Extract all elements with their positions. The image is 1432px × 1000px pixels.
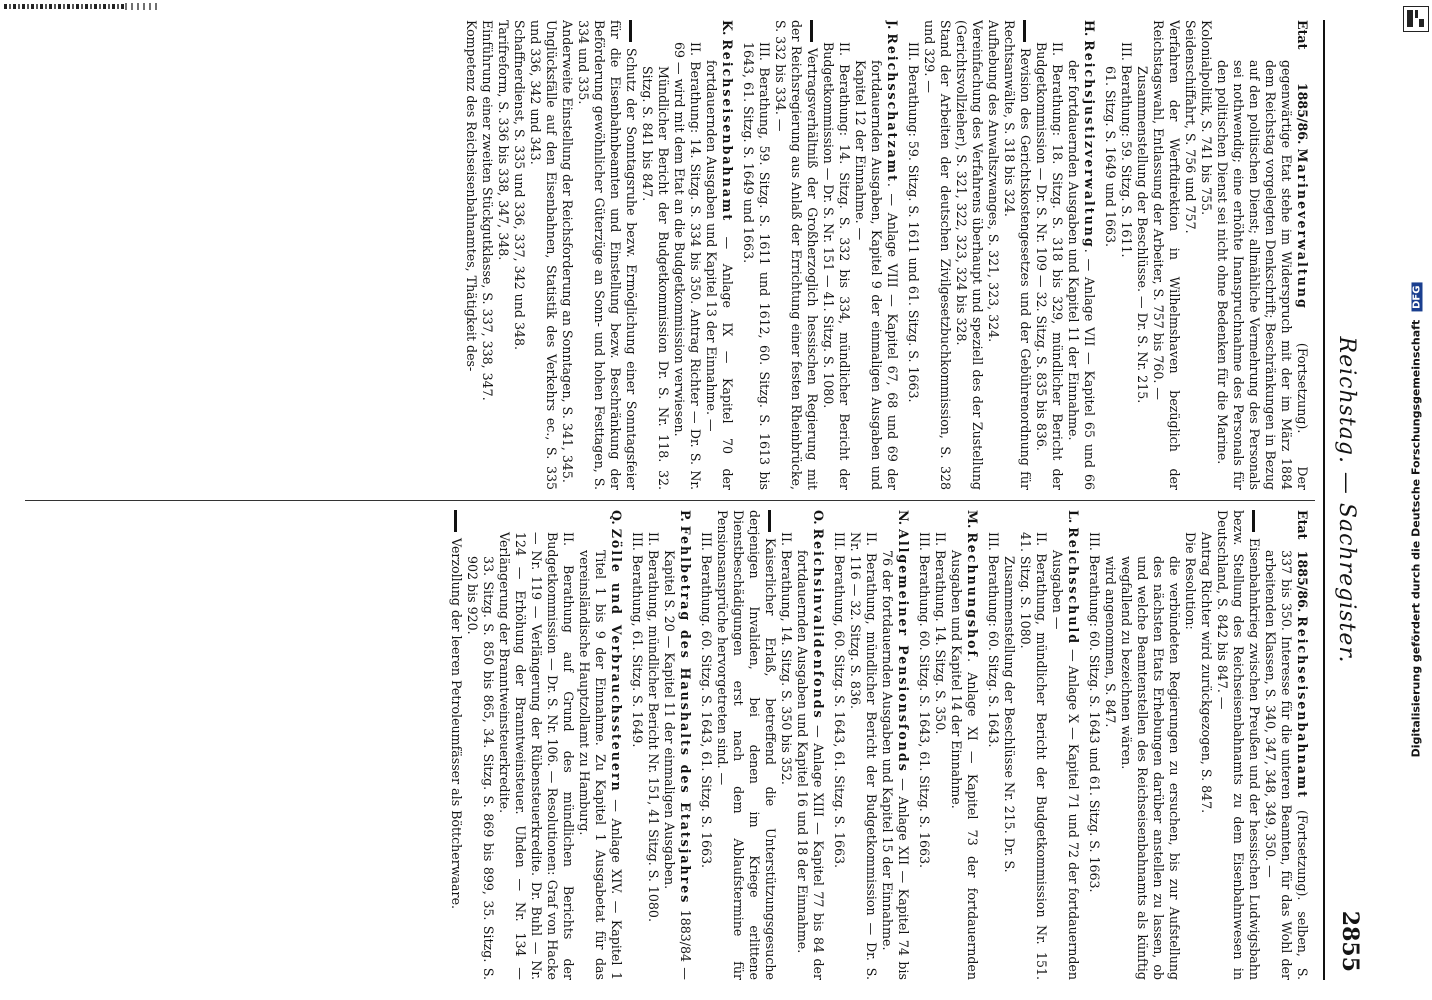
index-entry [1134,20,1150,490]
entry-section-label: Etat 1885/86. [1295,20,1310,145]
entry-section-label: K. [720,20,735,36]
entry-text: — Anlage X — Kapitel 71 und 72 der fortdauernden Ausgaben — [1050,550,1081,980]
index-entry [1198,20,1214,490]
entry-text: Antrag Richter wird zurückgezogen, S. 847. [1199,532,1214,814]
entry-text: Kolonialpolitik, S. 741 bis 755. [1199,20,1214,216]
index-entry [916,510,932,980]
book-page [17,20,1377,980]
entry-lead-term: Zölle und Verbrauchssteuern [609,528,624,793]
entry-text: (Fortsetzung). selben, S. 337 bis 350. Interesse für die unteren Beamten, für das Wohl der arbeitenden Klassen, S. 340, 347, 348, 349, 350. — [1263,550,1310,980]
index-entry [1086,510,1102,980]
entry-section-label: L. [1066,510,1081,524]
entry-lead-term: Reichseisenbahnamt [1295,616,1310,800]
left-column [25,20,1315,490]
index-entry [1118,20,1134,490]
entry-bar-mark [810,20,813,42]
index-entry [559,20,575,490]
entry-text: 61. Sitzg. S. 1649 und 1663. [1103,66,1118,248]
index-entry [1150,20,1182,490]
entry-text: Kaiserlicher Erlaß, betreffend die Unterstützungsgesuche derjenigen Invaliden, bei denen im Kriege erlittene Dienstbeschädigungen erst nach dem Ablaufstermine für Pensionsansprüche hervorgetreten sind. — [715,510,778,980]
index-entry [852,20,900,490]
entry-text: II. Berathung. 14. Sitzg. S. 350. [933,532,948,735]
index-entry [448,510,464,980]
entry-text: — Anlage IX — Kapitel 70 der fortdauernden Ausgaben und Kapitel 13 der Einnahme. — [704,60,735,490]
page-number: 2855 [1337,910,1363,972]
entry-bar-mark [768,510,771,532]
index-entry [772,20,820,490]
entry-bar-mark [1023,20,1026,42]
entry-text: Mündlicher Bericht der Budgetkommission Dr. S. Nr. 118. 32. Sitzg. S. 841 bis 847. [640,66,671,490]
index-entry [714,510,778,980]
entry-text: Zusammenstellung der Beschlüsse Nr. 215. Dr. S. [1002,556,1017,873]
entry-text: Tarifreform, S. 336 bis 338, 347, 348. [496,20,511,261]
index-entry [671,20,703,490]
index-entry [794,510,826,980]
page-title: Reichstag. — Sachregister. [1334,336,1359,664]
index-entry [1001,510,1017,980]
index-entry [948,510,980,980]
entry-text: III. Berathung: 60. Sitzg. S. 1643 und 61. Sitzg. S. 1663. [1087,532,1102,893]
dfg-logo-icon [1403,6,1429,32]
right-column [25,510,1315,980]
entry-text: II. Berathung, mündlicher Bericht der Budgetkommission — Dr. S. Nr. 116 — 32. Sitzg. S. 836. [848,532,879,980]
entry-text: die verbündeten Regierungen zu ersuchen, bis zur Aufstellung des nächsten Etats Erhebungen darüber anstellen zu lassen, ob und welche Beamtenstellen des Reichseisenbahnamts als künftig wegfallend zu bezeichnen wären. [1119,556,1182,980]
entry-text: II. Berathung, 14. Sitzg. S. 350 bis 352. [779,532,794,785]
index-entry [575,20,639,490]
index-entry [645,510,661,980]
index-entry [479,20,495,490]
entry-lead-term: Reichsjustizverwaltung [1082,40,1097,249]
entry-bar-mark [1252,510,1255,532]
index-entry [820,20,852,490]
entry-text: (Fortsetzung). Der gegenwärtige Etat stehe im Widerspruch mit der im März 1884 dem Reichstag vorgelegten Denkschrift; Beschränkungen in Bezug auf den politischen Dienst; allmähliche Vermehrung des Personals sei nothwendig; eine erhöhte Inanspruchnahme des Personals für den politischen Dienst sei nicht ohne Bedenken für die Marine. [1215,60,1310,490]
index-entry [921,20,953,490]
entry-bar-mark [454,510,457,532]
entry-text: II. Berathung: 14. Sitzg. S. 334 bis 350. Antrag Richter — Dr. S. Nr. 69 — wird mit dem Etat an die Budgetkommission verwiesen. [672,42,703,490]
entry-text: Einführung einer zweiten Stückgutklasse, S. 337, 338, 347. [480,20,495,401]
dfg-notice-text [1410,283,1423,758]
index-entry [932,510,948,980]
index-entry [985,20,1001,490]
dfg-notice [1400,0,1432,1000]
index-entry [985,510,1001,980]
index-entry [847,510,879,980]
entry-text: Unglücksfälle auf den Eisenbahnen, Statistik des Verkehrs ec., S. 335 und 336, 342 und 343. [528,20,559,490]
entry-text: III. Berathung, 61. Sitzg. S. 1649. [630,532,645,748]
entry-text: Verzollung der leeren Petroleumfässer als Böttcherwaare. [449,538,464,910]
index-entry [1262,510,1310,980]
index-entry [1065,20,1097,490]
entry-section-label: H. [1082,20,1097,37]
entry-lead-term: Reichsinvalidenfonds [811,528,826,720]
entry-text: Seidenschiffahrt, S. 756 und 757. [1183,20,1198,234]
entry-lead-term: Marineverwaltung [1295,148,1310,310]
entry-text: — Anlage XIV. — Kapitel 1 Titel 1 bis 9 der Einnahme. Zu Kapitel 1 Ausgabetat für das vereinsländische Hauptzollamt zu Hamburg. [577,550,624,980]
index-entry [1182,510,1198,980]
column-divider [25,500,1315,501]
index-entry [1017,510,1049,980]
entry-text: III. Berathung, 59. Sitzg. S. 1611 und 1612, 60. Sitzg. S. 1613 bis 1643, 61. Sitzg. S. 1649 und 1663. [741,42,772,490]
index-entry [527,20,559,490]
index-entry [905,20,921,490]
entry-text: III. Berathung. 60. Sitzg. S. 1643, 61. Sitzg. S. 1663. [917,532,932,869]
entry-section-label: J. [885,20,900,30]
entry-text: III. Berathung: 60. Sitzg. S. 1643. [986,532,1001,748]
entry-text: Zusammenstellung der Beschlüsse. — Dr. S. Nr. 215. [1135,66,1150,404]
entry-text: III. Berathung. 60. Sitzg. S. 1643, 61. Sitzg. S. 1663. [699,532,714,869]
entry-text: Kompetenz des Reichseisenbahnamtes, Thätigkeit des- [464,20,479,372]
entry-text: II. Berathung: 18. Sitzg. S. 318 bis 329, mündlicher Bericht der Budgetkommission — Dr. S. Nr. 109 — 32. Sitzg. S. 835 bis 836. [1034,42,1065,490]
running-head [1327,20,1377,980]
entry-text: 33. Sitzg. S. 850 bis 865, 34. Sitzg. S. 869 bis 899, 35. Sitzg. S. 902 bis 920. [465,556,496,980]
entry-lead-term: Reichsschatzamt [885,33,900,183]
entry-lead-term: Rechnungshof [965,532,980,658]
entry-text: Aufhebung des Anwaltszwanges, S. 321, 323, 324. [986,20,1001,343]
dfg-notice-label: Digitalisierung gefördert durch die Deutsche Forschungsgemeinschaft [1409,319,1423,758]
index-entry [1118,510,1182,980]
entry-text: wird angenommen, S. 847. [1103,556,1118,728]
entry-bar-mark [629,20,632,42]
entry-text: II. Berathung, mündlicher Bericht Nr. 151, 41 Sitzg. S. 1080. [646,532,661,922]
entry-text: Stand der Arbeiten der deutschen Zivilgesetzbuchkommission, S. 328 und 329. — [922,20,953,490]
entry-lead-term: Fehlbetrag des Haushalts des Etatsjahres [678,525,693,905]
entry-section-label: M. [965,510,980,529]
entry-text: Eisenbahnkrieg zwischen Preußen und der hessischen Ludwigsbahn bezw. Stellung des Reichseisenbahnamts zu dem Eisenbahnwesen in Deutschland, S. 842 bis 847. — [1215,510,1262,980]
entry-text: II. Berathung: 14. Sitzg. S. 332 bis 334, mündlicher Bericht der Budgetkommission — Dr. S. Nr. 151 — 41. Sitzg. S. 1080. [821,42,852,490]
entry-section-label: N. [896,510,911,526]
index-entry [661,510,693,980]
index-entry [740,20,772,490]
entry-lead-term: Reichsschuld [1066,527,1081,646]
entry-text: III. Berathung, 60. Sitzg. S. 1643, 61. Sitzg. S. 1663. [832,532,847,869]
index-entry [629,510,645,980]
entry-text: . — Anlage VIII — Kapitel 67, 68 und 69 der fortdauernden Ausgaben, Kapitel 9 der einmaligen Ausgaben und Kapitel 12 der Einnahme. — [853,60,900,490]
header-rule [1323,20,1325,980]
index-entry [464,510,496,980]
index-entry [1182,20,1198,490]
entry-text: Vereinfachung des Verfahrens überhaupt und speziell des der Zustellung (Gerichtsvollzieher), S. 321, 322, 323, 324 bis 328. [954,20,985,490]
index-entry [1102,510,1118,980]
entry-text: Schutz der Sonntagsruhe bezw. Ermöglichung einer Sonntagsfeier für die Eisenbahnbeamten und Einstellung bezw. Beschränkung der Beförderung gewöhnlicher Güterzüge an Sonn- und hohen Festtagen, S. 334 und 335. [576,20,639,490]
entry-text: . — Anlage VII — Kapitel 65 und 66 der fortdauernden Ausgaben und Kapitel 11 der Einnahme. [1066,60,1097,490]
index-entry [639,20,671,490]
entry-text: Anderweite Einstellung der Reichsforderung an Sonntagen, S. 341, 345. [560,20,575,483]
entry-text: Die Resolution: [1183,532,1198,630]
index-entry [1049,510,1081,980]
index-entry [496,510,576,980]
entry-section-label: P. [678,510,693,522]
index-entry [495,20,511,490]
index-entry [778,510,794,980]
index-entry [1001,20,1033,490]
entry-text: III. Berathung: 59. Sitzg. S. 1611 und 61. Sitzg. S. 1663. [906,42,921,403]
entry-lead-term: Allgemeiner Pensionsfonds [896,529,911,773]
index-entry [703,20,735,490]
entry-text: III. Berathung: 59. Sitzg. S. 1611. [1119,42,1134,258]
index-entry [1033,20,1065,490]
dfg-badge: DFG [1412,283,1423,312]
entry-text: — Anlage XII — Kapitel 74 bis 76 der fortdauernden Ausgaben und Kapitel 15 der Einnahme. [880,550,911,980]
entry-text: Verfahren der Werftdirektion in Wilhelmshaven bezüglich der Reichstagswahl, Entlassung der Arbeiter, S. 757 bis 760. — [1151,20,1182,490]
entry-section-label: Q. [609,510,624,525]
index-entry [576,510,624,980]
entry-section-label: O. [811,510,826,525]
entry-text: Vertragsverhältniß der Großherzoglich hessischen Regierung mit der Reichsregierung aus Anlaß der Errichtung einer festen Rheinbrücke, S. 332 bis 334. — [773,20,820,490]
entry-text: II. Berathung, mündlicher Bericht der Budgetkommission Nr. 151. 41. Sitzg. S. 1080. [1018,532,1049,980]
index-entry [511,20,527,490]
index-entry [953,20,985,490]
entry-text: — Anlage XIII — Kapitel 77 bis 84 der fortdauernden Ausgaben und Kapitel 16 und 18 der Einnahme. [795,550,826,980]
entry-text: II. Berathung auf Grund des mündlichen Berichts der Budgetkommission — Dr. S. Nr. 106. — Resolutionen: Graf von Hacke — Nr. 119 — Verlängerung der Rübensteuerkredite. Dr. Buhl — Nr. 124 — Erhöhung der Branntweinsteuer. Uhden — Nr. 134 — Verlängerung der Branntweinsteuerkredite. [497,532,576,980]
index-entry [1102,20,1118,490]
index-entry [879,510,911,980]
entry-section-label: Etat 1885/86. [1295,510,1310,613]
index-entry [698,510,714,980]
entry-text: Revision des Gerichtskostengesetzes und der Gebührenordnung für Rechtsanwälte, S. 318 bis 324. [1002,20,1033,490]
index-entry [831,510,847,980]
entry-text: . Anlage XI — Kapitel 73 der fortdauernden Ausgaben und Kapitel 14 der Einnahme. [949,550,980,980]
index-entry [463,20,479,490]
entry-text: 1883/84 — Kapitel S. 20 — Kapitel 11 der einmaligen Ausgaben. [662,550,693,980]
index-entry [1214,510,1262,980]
index-entry [1214,20,1310,490]
entry-text: Schaffnerdienst, S. 335 und 336, 337, 342 und 348. [512,20,527,350]
index-entry [1198,510,1214,980]
entry-lead-term: Reichseisenbahnamt [720,39,735,223]
